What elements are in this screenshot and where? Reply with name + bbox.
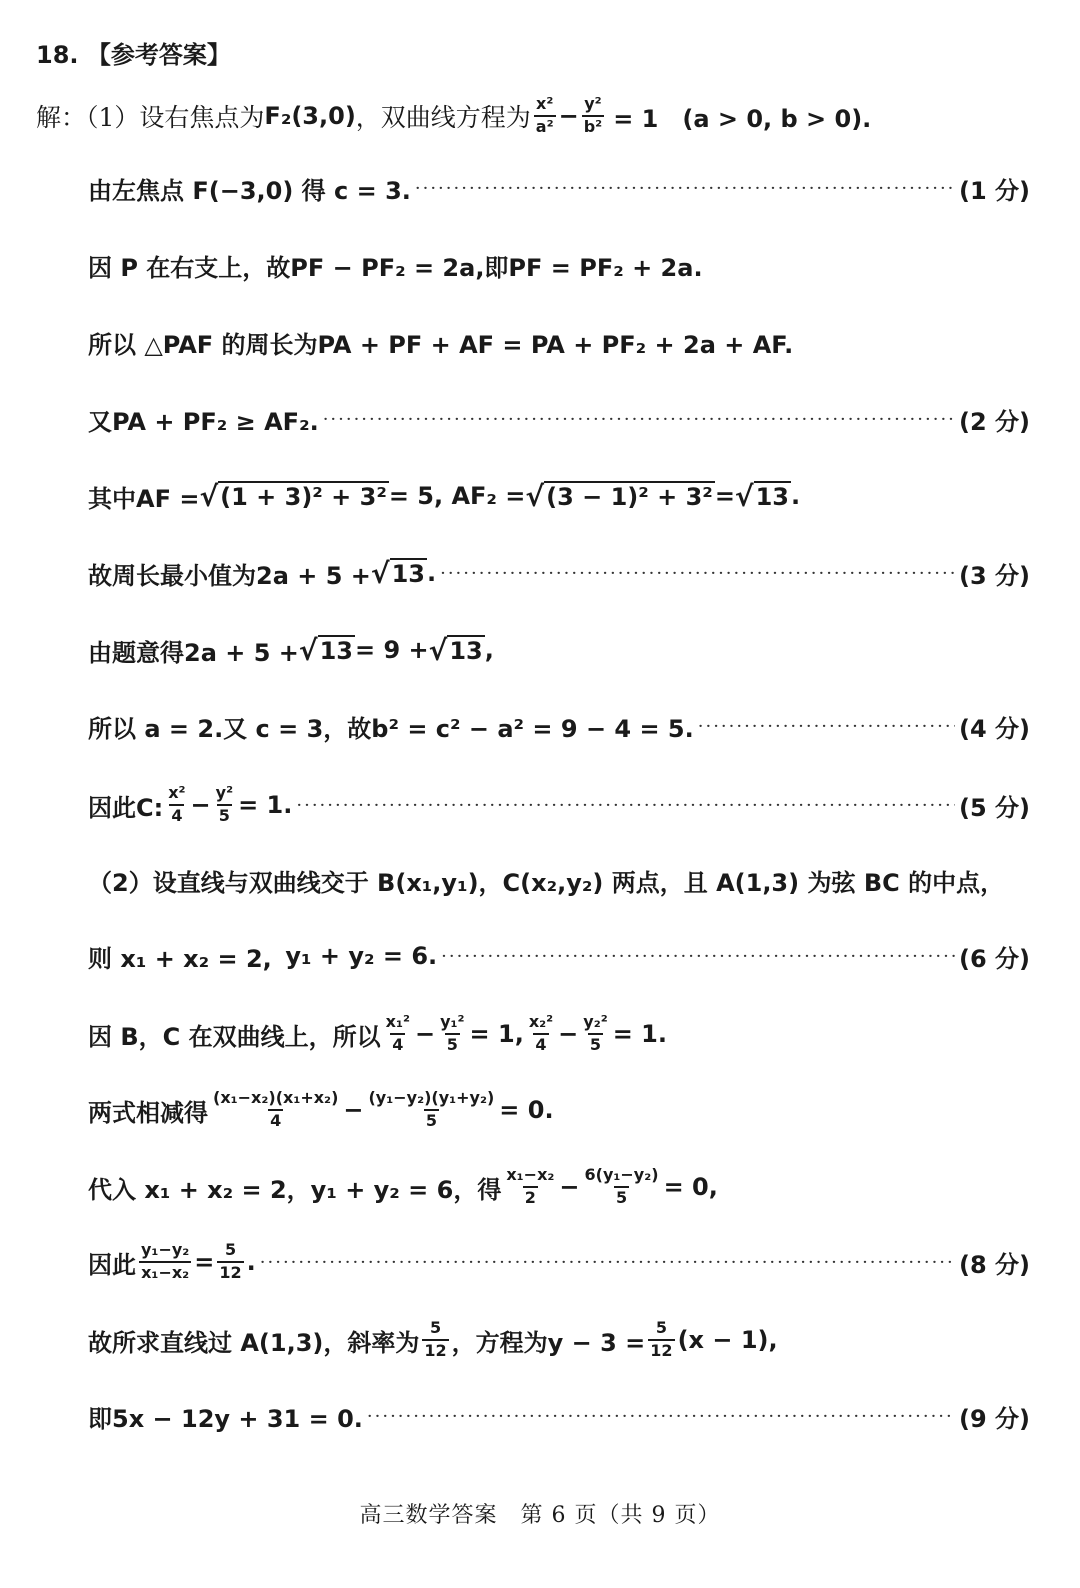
fraction <box>422 1320 448 1360</box>
math-text: F₂(3,0) <box>264 102 356 130</box>
denominator: 12 <box>650 1341 673 1360</box>
fraction <box>166 785 187 825</box>
line-text: 故周长最小值为2a + 5 + <box>88 561 371 590</box>
square-root: √ (1 + 3)² + 3² <box>199 480 387 513</box>
fraction <box>583 1167 661 1207</box>
line-text: y₁ + y₂ = 6. <box>285 942 438 970</box>
line-text: = 9 + <box>354 636 429 664</box>
line-text: 代入 x₁ + x₂ = 2，y₁ + y₂ = 6，得 <box>88 1175 502 1204</box>
numerator: 5 <box>224 1240 237 1260</box>
solution-line-10 <box>88 783 1030 827</box>
solution-line-7 <box>88 551 1030 595</box>
operator: − <box>558 102 579 130</box>
radicand: 13 <box>319 637 353 665</box>
operator: − <box>414 1020 436 1048</box>
numerator: y₁−y₂ <box>141 1240 190 1260</box>
solution-line-11 <box>88 858 1030 902</box>
leader-dots <box>441 946 955 967</box>
numerator: 5 <box>429 1318 442 1338</box>
score-mark: (2 分) <box>959 407 1030 436</box>
line-text: 因 B，C 在双曲线上，所以 <box>88 1022 381 1051</box>
radicand: (1 + 3)² + 3² <box>220 483 387 511</box>
solution-line-4 <box>88 320 1030 364</box>
line-text: . <box>791 482 801 510</box>
square-root: √ 13 <box>428 634 483 667</box>
solution-line-14 <box>88 1088 1030 1132</box>
fraction <box>366 1090 496 1130</box>
numerator: y₁² <box>440 1012 465 1032</box>
radicand: 13 <box>391 560 425 588</box>
score-mark: (6 分) <box>959 944 1030 973</box>
solution-line-15 <box>88 1165 1030 1209</box>
square-root: √ (3 − 1)² + 3² <box>525 480 713 513</box>
line-text: = <box>194 1248 215 1276</box>
fraction <box>214 785 235 825</box>
line-text: = 1, <box>469 1020 524 1048</box>
operator: − <box>343 1096 364 1124</box>
fraction <box>527 1014 555 1054</box>
line-text: = 1. <box>612 1020 667 1048</box>
fraction <box>211 1090 340 1130</box>
solution-line-18 <box>88 1394 1030 1438</box>
line-text: 又PA + PF₂ ≥ AF₂. <box>88 407 319 436</box>
numerator: y₂² <box>583 1012 608 1032</box>
operator: − <box>559 1173 580 1201</box>
line-text: 所以 a = 2.又 c = 3，故b² = c² − a² = 9 − 4 = 5. <box>88 714 694 743</box>
fraction <box>139 1242 191 1282</box>
denominator: b² <box>583 117 603 136</box>
numerator: 6(y₁−y₂) <box>584 1165 659 1185</box>
solution-line-2 <box>88 166 1030 210</box>
fraction <box>384 1014 412 1054</box>
leader-dots <box>415 178 955 199</box>
denominator: 12 <box>219 1263 242 1282</box>
operator: − <box>190 791 211 819</box>
score-mark: (1 分) <box>959 176 1030 205</box>
numerator: 5 <box>655 1318 667 1338</box>
fraction <box>504 1167 556 1207</box>
radicand: 13 <box>449 637 483 665</box>
line-text: . <box>246 1248 256 1276</box>
line-text: 因 P 在右支上，故PF − PF₂ = 2a,即PF = PF₂ + 2a. <box>88 253 703 282</box>
line-text: 则 x₁ + x₂ = 2, <box>88 944 272 973</box>
line-text: = 1. <box>238 791 293 819</box>
line-text: . <box>426 559 437 587</box>
leader-dots <box>367 1406 955 1427</box>
line-text: = <box>714 482 735 510</box>
score-mark: (5 分) <box>959 793 1030 822</box>
page-footer: 高三数学答案 第 6 页（共 9 页） <box>359 1503 721 1528</box>
square-root: √ 13 <box>298 634 353 667</box>
line-text: (x − 1), <box>677 1326 778 1354</box>
line-text: = 5, AF₂ = <box>388 482 526 510</box>
line-text: 解：（1）设右焦点为 <box>36 103 265 132</box>
numerator: x² <box>168 783 186 803</box>
denominator: 4 <box>535 1035 547 1054</box>
leader-dots <box>323 409 955 430</box>
leader-dots <box>698 716 955 737</box>
line-text: 因此C: <box>88 793 164 822</box>
denominator: 4 <box>392 1035 404 1054</box>
solution-line-6 <box>88 474 1030 518</box>
denominator: 5 <box>446 1035 458 1054</box>
denominator: x₁−x₂ <box>141 1263 190 1282</box>
leader-dots <box>296 795 955 816</box>
denominator: 5 <box>218 806 230 825</box>
line-text: , <box>484 636 494 664</box>
line-text: 即5x − 12y + 31 = 0. <box>88 1404 363 1433</box>
denominator: 5 <box>615 1188 628 1207</box>
line-text: ，方程为y − 3 = <box>451 1328 646 1357</box>
denominator: 4 <box>270 1111 282 1130</box>
denominator: a² <box>535 117 554 136</box>
fraction <box>648 1320 674 1360</box>
fraction <box>438 1014 466 1054</box>
line-text: （2）设直线与双曲线交于 B(x₁,y₁)，C(x₂,y₂) 两点，且 A(1,3) 为弦 BC 的中点， <box>88 868 1005 897</box>
line-text: 因此 <box>88 1250 136 1279</box>
numerator: x₁−x₂ <box>506 1165 555 1185</box>
numerator: (y₁−y₂)(y₁+y₂) <box>368 1088 495 1108</box>
line-text: 所以 △PAF 的周长为PA + PF + AF = PA + PF₂ + 2a + AF. <box>88 330 794 359</box>
line-text: 两式相减得 <box>88 1098 208 1127</box>
line-text: 故所求直线过 A(1,3)，斜率为 <box>88 1328 420 1357</box>
solution-line-16 <box>88 1240 1030 1284</box>
square-root: √ 13 <box>734 480 790 513</box>
numerator: x₁² <box>385 1012 410 1032</box>
line-text: 由左焦点 F(−3,0) 得 c = 3. <box>88 176 411 205</box>
score-mark: (3 分) <box>959 561 1030 590</box>
numerator: (x₁−x₂)(x₁+x₂) <box>213 1088 339 1108</box>
square-root: √ 13 <box>370 557 425 590</box>
line-text: 由题意得2a + 5 + <box>88 638 299 667</box>
score-mark: (8 分) <box>959 1250 1030 1279</box>
line-text: 其中AF = <box>88 484 200 513</box>
fraction <box>534 96 556 136</box>
denominator: 5 <box>425 1111 437 1130</box>
denominator: 5 <box>589 1035 602 1054</box>
score-mark: (9 分) <box>959 1404 1030 1433</box>
solution-line-17 <box>88 1318 1030 1362</box>
denominator: 12 <box>424 1341 447 1360</box>
solution-line-8 <box>88 628 1030 672</box>
solution-line-5 <box>88 397 1030 441</box>
line-text: ，双曲线方程为 <box>355 103 531 132</box>
line-text: = 0. <box>499 1096 554 1124</box>
radicand: 13 <box>755 483 790 511</box>
solution-line-1 <box>36 94 1030 138</box>
question-title: 18. 【参考答案】 <box>36 40 231 69</box>
numerator: y² <box>584 94 602 114</box>
radicand: (3 − 1)² + 3² <box>546 483 713 511</box>
solution-line-12 <box>88 934 1030 978</box>
solution-line-13 <box>88 1012 1030 1056</box>
denominator: 4 <box>171 806 183 825</box>
leader-dots <box>260 1252 955 1273</box>
math-text: = 1 (a > 0, b > 0). <box>613 104 872 133</box>
solution-line-9 <box>88 704 1030 748</box>
operator: − <box>558 1020 579 1048</box>
question-heading <box>36 30 1030 74</box>
fraction <box>582 96 604 136</box>
solution-line-3 <box>88 243 1030 287</box>
numerator: x² <box>536 94 554 114</box>
fraction <box>581 1014 609 1054</box>
numerator: x₂² <box>528 1012 554 1032</box>
fraction <box>217 1242 243 1282</box>
numerator: y² <box>215 783 234 803</box>
line-text: = 0, <box>663 1173 718 1201</box>
score-mark: (4 分) <box>959 714 1030 743</box>
denominator: 2 <box>524 1188 536 1207</box>
leader-dots <box>440 563 955 584</box>
